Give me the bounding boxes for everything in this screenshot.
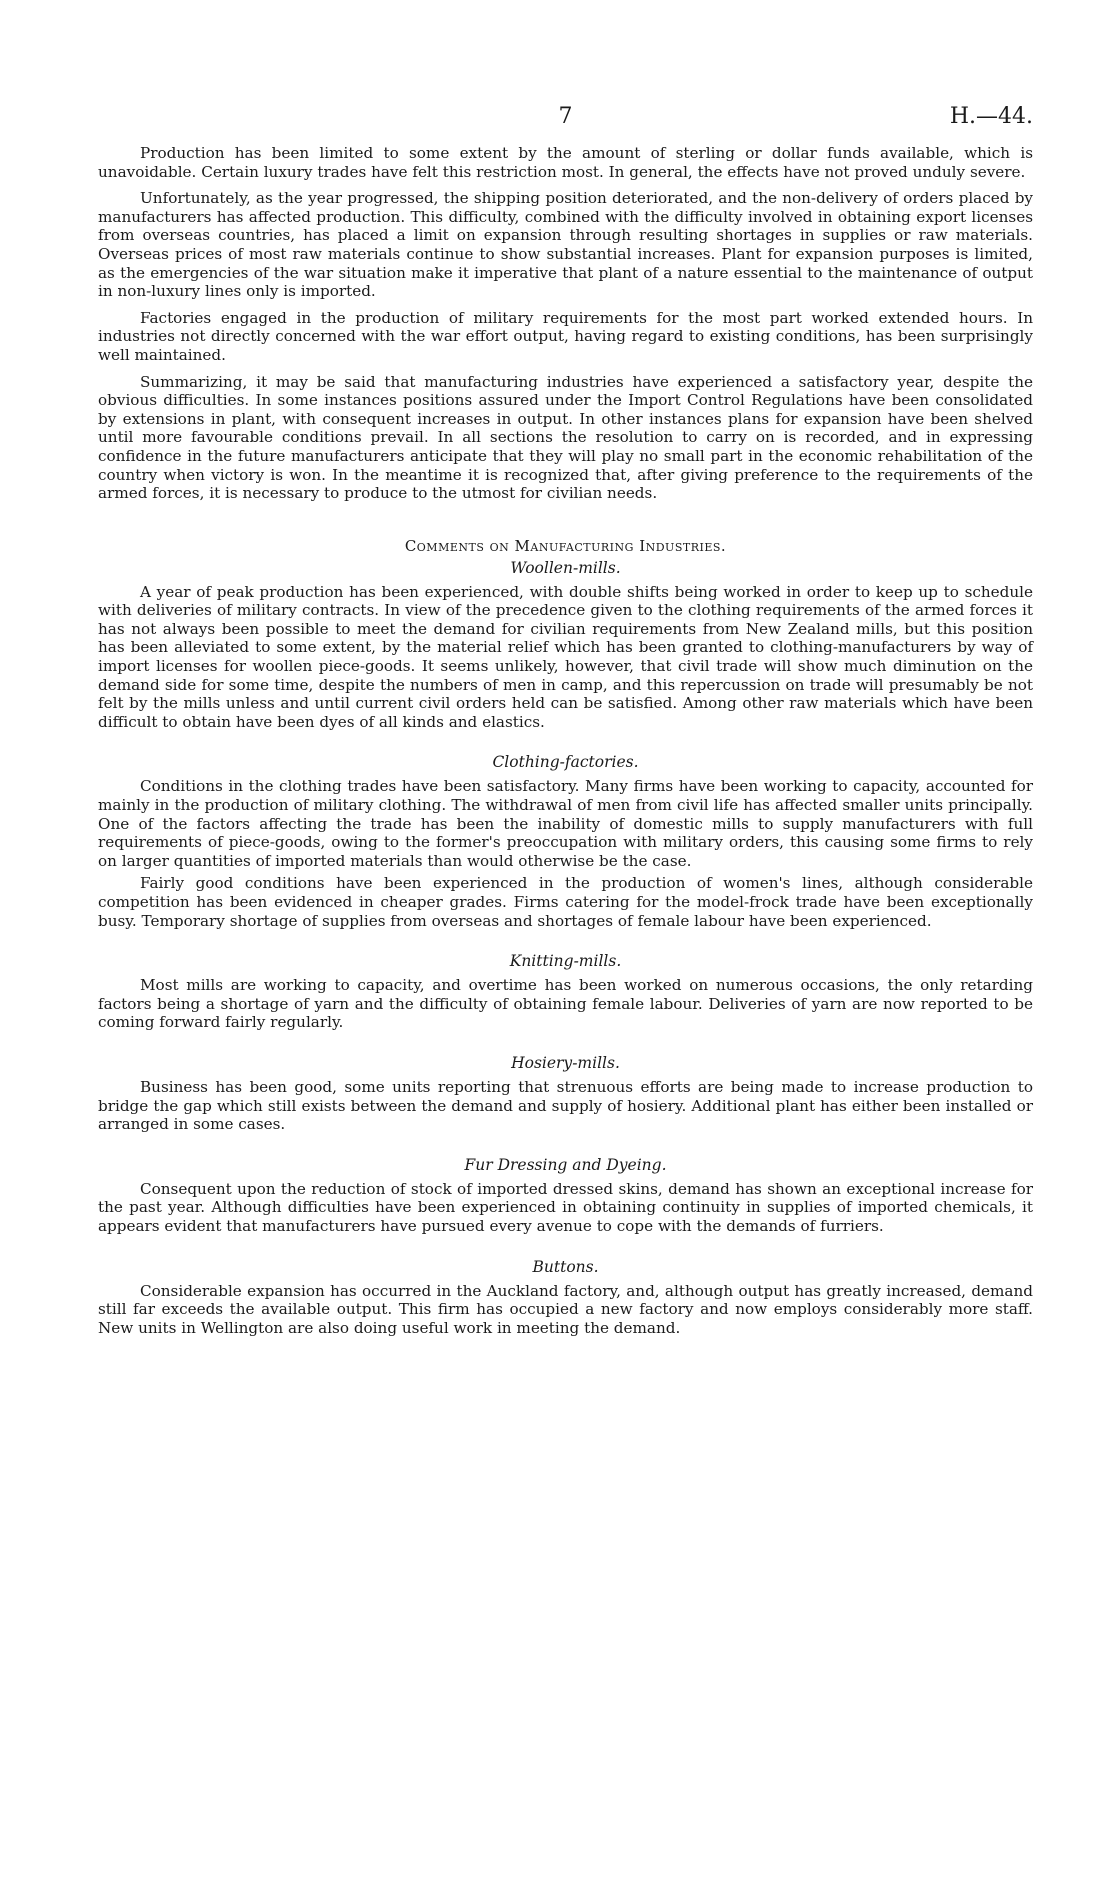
hosiery-heading: Hosiery-mills. [511,1053,620,1072]
document-reference: H.—44. [949,104,1033,129]
fur-section [98,1156,1033,1236]
intro-paragraph: Production has been limited to some extent by the amount of sterling or dollar funds available, which is unavoidable. Certain luxury trades have felt this restriction most. In general, the effects have not proved unduly severe. [98,144,1033,181]
intro-section [98,144,1033,503]
buttons-paragraph: Considerable expansion has occurred in the Auckland factory, and, although output has greatly increased, demand still far exceeds the available output. This firm has occupied a new factory and now employs considerably more staff. New units in Wellington are also doing useful work in meeting the demand. [98,1281,1033,1337]
clothing-paragraph: Fairly good conditions have been experienced in the production of women's lines, although considerable competition has been evidenced in cheaper grades. Firms catering for the model-frock trade have been exceptionally busy. Temporary shortage of supplies from overseas and shortages of female labour have been experienced. [98,874,1033,930]
woollen-heading: Woollen-mills. [510,558,621,577]
clothing-paragraph: Conditions in the clothing trades have been satisfactory. Many firms have been working to capacity, accounted for mainly in the production of military clothing. The withdrawal of men from civil life has affected smaller units principally. One of the factors affecting the trade has been the inability of domestic mills to supply manufacturers with full requirements of piece-goods, owing to the former's preoccupation with military orders, this causing some firms to rely on larger quantities of imported materials than would otherwise be the case. [98,777,1033,870]
clothing-heading: Clothing-factories. [492,753,639,772]
knitting-heading: Knitting-mills. [509,952,622,971]
hosiery-section [98,1054,1033,1134]
hosiery-paragraph: Business has been good, some units reporting that strenuous efforts are being made to increase production to bridge the gap which still exists between the demand and supply of hosiery. Additional plant has either been installed or arranged in some cases. [98,1077,1033,1134]
intro-paragraph: Summarizing, it may be said that manufacturing industries have experienced a satisfactory year, despite the obvious difficulties. In some instances positions assured under the Import Control Regulations have been consolidated by extensions in plant, with consequent increases in output. In other instances plans for expansion have been shelved until more favourable conditions prevail. In all sections the resolution to carry on is recorded, and in expressing confidence in the future manufacturers anticipate that they will play no small part in the economic rehabilitation of the country when victory is won. In the meantime it is recognized that, after giving preference to the requirements of the armed forces, it is necessary to produce to the utmost for civilian needs. [98,372,1033,503]
buttons-heading: Buttons. [532,1257,599,1276]
fur-heading: Fur Dressing and Dyeing. [464,1155,667,1174]
woollen-section [98,559,1033,732]
document-page [98,104,1033,1345]
fur-paragraph: Consequent upon the reduction of stock of imported dressed skins, demand has shown an exceptional increase for the past year. Although difficulties have been experienced in obtaining continuity in supplies of imported chemicals, it appears evident that manufacturers have pursued every avenue to cope with the demands of furriers. [98,1179,1033,1235]
intro-paragraph: Unfortunately, as the year progressed, the shipping position deteriorated, and the non-delivery of orders placed by manufacturers has affected production. This difficulty, combined with the difficulty involved in obtaining export licenses from overseas countries, has placed a limit on expansion through resulting shortages in supplies or raw materials. Overseas prices of most raw materials continue to show substantial increases. Plant for expansion purposes is limited, as the emergencies of the war situation make it imperative that plant of a nature essential to the maintenance of output in non-luxury lines only is imported. [98,189,1033,301]
woollen-paragraph: A year of peak production has been experienced, with double shifts being worked in order to keep up to schedule with deliveries of military contracts. In view of the precedence given to the clothing requirements of the armed forces it has not always been possible to meet the demand for civilian requirements from New Zealand mills, but this position has been alleviated to some extent, by the material relief which has been granted to clothing-manufacturers by way of import licenses for woollen piece-goods. It seems unlikely, however, that civil trade will show much diminution on the demand side for some time, despite the numbers of men in camp, and this repercussion on trade will presumably be not felt by the mills unless and until current civil orders held can be satisfied. Among other raw materials which have been difficult to obtain have been dyes of all kinds and elastics. [98,582,1033,731]
intro-paragraph: Factories engaged in the production of military requirements for the most part worked extended hours. In industries not directly concerned with the war effort output, having regard to existing conditions, has been surprisingly well maintained. [98,308,1033,364]
section-title: Comments on Manufacturing Industries. [404,536,727,555]
clothing-section [98,753,1033,930]
knitting-paragraph: Most mills are working to capacity, and overtime has been worked on numerous occasions, the only retarding factors being a shortage of yarn and the difficulty of obtaining female labour. Deliveries of yarn are now reported to be coming forward fairly regularly. [98,976,1033,1032]
buttons-section [98,1258,1033,1338]
page-header [98,104,1033,144]
page-number: 7 [558,104,573,129]
knitting-section [98,952,1033,1032]
